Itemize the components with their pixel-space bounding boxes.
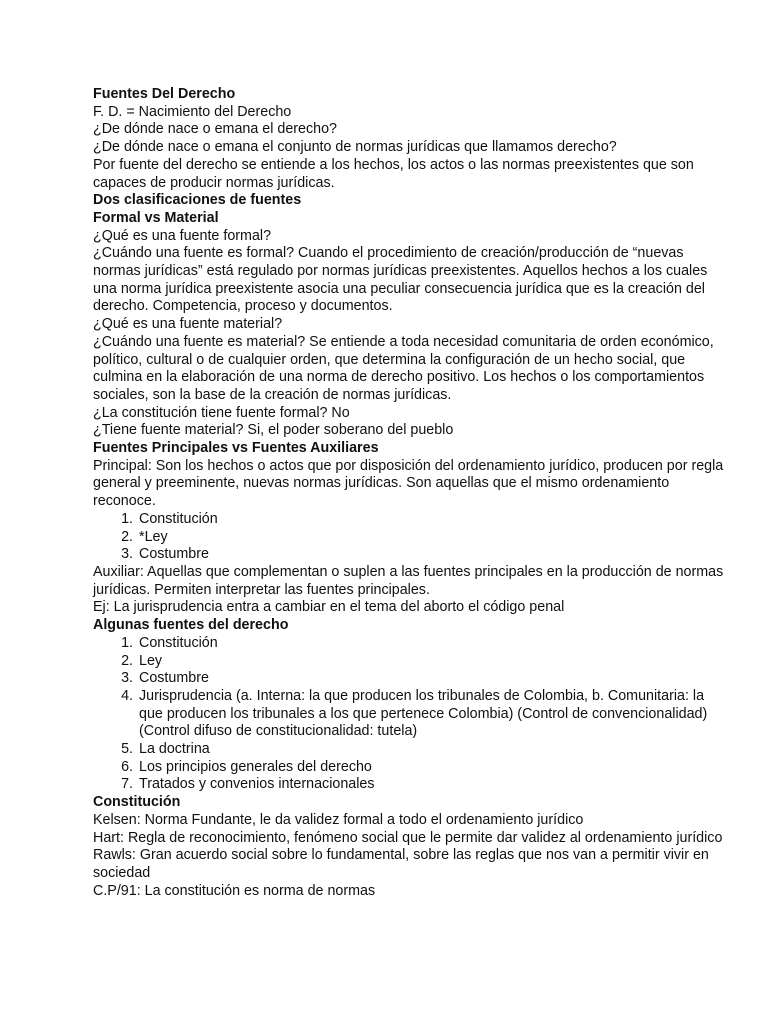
paragraph: ¿Cuándo una fuente es material? Se entiende a toda necesidad comunitaria de orden económico, político, cultural o de cualquier orden, que determina la configuración de un hecho social, que culmina en la elaboración de una norma de derecho positivo. Los hechos o los comportamientos sociales, son la base de la creación de normas jurídicas. — [93, 333, 714, 403]
paragraph: Por fuente del derecho se entiende a los hechos, los actos o las normas preexistentes que son capaces de producir normas jurídicas. — [93, 156, 694, 191]
heading-formal-vs-material: Formal vs Material — [93, 209, 219, 226]
paragraph: ¿Cuándo una fuente es formal? Cuando el procedimiento de creación/producción de “nuevas normas jurídicas” está regulado por normas jurídicas preexistentes. Aquellos hechos a los cuales una norma jurídica preexistente asocia una peculiar consecuencia jurídica que es la creación del derecho. Competencia, proceso y documentos. — [93, 245, 708, 315]
list-item-text: Ley — [139, 652, 163, 669]
paragraph: ¿Tiene fuente material? Si, el poder soberano del pueblo — [93, 422, 454, 439]
list-number: 4. — [121, 687, 133, 704]
paragraph: C.P/91: La constitución es norma de normas — [93, 882, 376, 899]
paragraph: ¿Qué es una fuente material? — [93, 316, 283, 333]
paragraph: F. D. = Nacimiento del Derecho — [93, 103, 292, 120]
numbered-list-fuentes — [93, 635, 728, 794]
list-number: 2. — [121, 528, 133, 545]
list-item — [121, 741, 728, 759]
list-item — [121, 776, 728, 794]
paragraph: Principal: Son los hechos o actos que por disposición del ordenamiento jurídico, producen por regla general y preeminente, nuevas normas jurídicas. Son aquellas que el mismo ordenamiento reconoce. — [93, 457, 724, 510]
paragraph: Ej: La jurisprudencia entra a cambiar en el tema del aborto el código penal — [93, 599, 565, 616]
list-item-text: Jurisprudencia (a. Interna: la que producen los tribunales de Colombia, b. Comunitaria: la que producen los tribunales a los que pertenece Colombia) (Control de convencionalidad) (Control difuso de constitucionalidad: tutela) — [139, 687, 708, 740]
paragraph: Kelsen: Norma Fundante, le da validez formal a todo el ordenamiento jurídico — [93, 811, 584, 828]
list-item — [121, 670, 728, 688]
numbered-list-principales — [93, 511, 728, 564]
list-number: 6. — [121, 758, 133, 775]
paragraph: Auxiliar: Aquellas que complementan o suplen a las fuentes principales en la producción de normas jurídicas. Permiten interpretar las fuentes principales. — [93, 563, 724, 598]
list-item — [121, 528, 728, 547]
list-item — [121, 687, 728, 741]
paragraph: ¿La constitución tiene fuente formal? No — [93, 404, 350, 421]
heading-dos-clasificaciones: Dos clasificaciones de fuentes — [93, 192, 302, 209]
list-number: 3. — [121, 670, 133, 687]
paragraph: ¿De dónde nace o emana el conjunto de normas jurídicas que llamamos derecho? — [93, 139, 617, 156]
list-item — [121, 652, 728, 671]
list-item-text: Tratados y convenios internacionales — [139, 776, 375, 793]
list-item — [121, 546, 728, 564]
list-item-text: Constitución — [139, 510, 218, 527]
list-number: 5. — [121, 741, 133, 758]
heading-fuentes-del-derecho: Fuentes Del Derecho — [93, 86, 236, 102]
list-item-text: Costumbre — [139, 546, 209, 563]
paragraph: ¿Qué es una fuente formal? — [93, 227, 272, 244]
list-item-text: Costumbre — [139, 670, 209, 687]
heading-algunas-fuentes: Algunas fuentes del derecho — [93, 617, 289, 634]
list-item — [121, 634, 728, 653]
heading-constitucion: Constitución — [93, 794, 181, 811]
list-item — [121, 510, 728, 529]
heading-principales-vs-auxiliares: Fuentes Principales vs Fuentes Auxiliares — [93, 440, 379, 457]
list-number: 7. — [121, 776, 133, 793]
list-item-text: Los principios generales del derecho — [139, 758, 372, 775]
list-number: 1. — [121, 510, 133, 527]
list-item — [121, 758, 728, 777]
list-item-text: La doctrina — [139, 741, 210, 758]
list-item-text: Constitución — [139, 634, 218, 651]
list-number: 2. — [121, 652, 133, 669]
paragraph: ¿De dónde nace o emana el derecho? — [93, 121, 338, 138]
list-item-text: *Ley — [139, 528, 168, 545]
list-number: 1. — [121, 634, 133, 651]
paragraph: Hart: Regla de reconocimiento, fenómeno social que le permite dar validez al ordenamiento jurídico — [93, 829, 723, 846]
paragraph: Rawls: Gran acuerdo social sobre lo fundamental, sobre las reglas que nos van a permitir vivir en sociedad — [93, 847, 709, 881]
list-number: 3. — [121, 546, 133, 563]
